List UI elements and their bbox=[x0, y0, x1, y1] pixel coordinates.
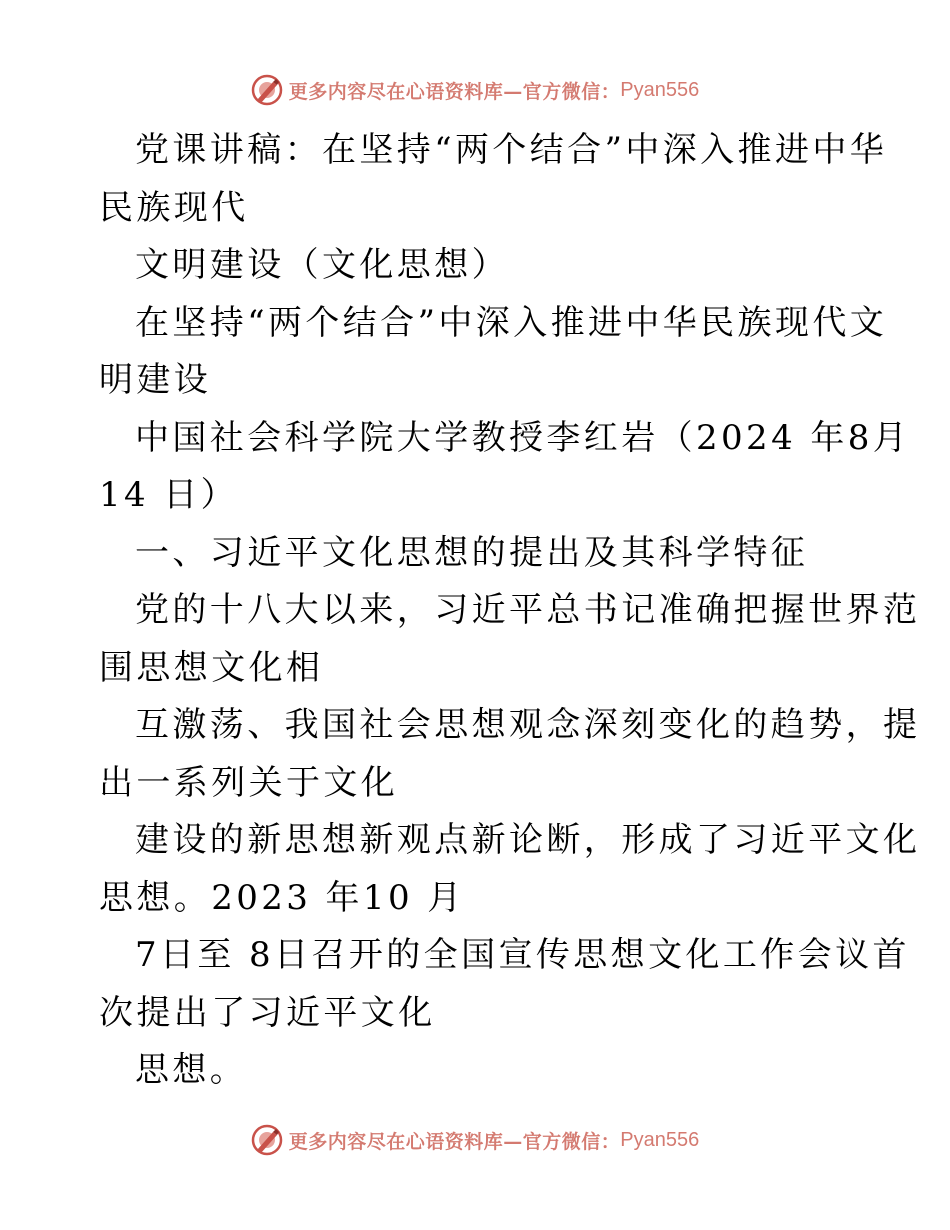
doc-line: 14 日） bbox=[99, 475, 239, 515]
doc-line: 出一系列关于文化 bbox=[99, 762, 399, 803]
doc-line: 民族现代 bbox=[99, 187, 249, 228]
doc-line: 次提出了习近平文化 bbox=[99, 992, 436, 1033]
header-banner-text: 更多内容尽在心语资料库—官方微信： bbox=[288, 80, 621, 103]
doc-line: 一、习近平文化思想的提出及其科学特征 bbox=[135, 532, 809, 573]
doc-line: 思想。2023 年10 月 bbox=[99, 877, 465, 918]
header-banner-wechat-id: Pyan556 bbox=[620, 78, 700, 101]
doc-line: 明建设 bbox=[99, 360, 212, 400]
pen-seal-logo-icon bbox=[251, 1124, 283, 1156]
footer-watermark-banner bbox=[0, 1120, 950, 1160]
doc-line: 互激荡、我国社会思想观念深刻变化的趋势，提 bbox=[135, 705, 921, 745]
doc-line: 围思想文化相 bbox=[99, 647, 324, 688]
doc-line: 思想。 bbox=[135, 1050, 248, 1090]
document-body bbox=[99, 122, 921, 1100]
doc-line: 7日至 8日召开的全国宣传思想文化工作会议首 bbox=[135, 935, 910, 975]
doc-line: 文明建设（文化思想） bbox=[135, 245, 509, 285]
pen-seal-logo-icon bbox=[251, 74, 283, 106]
doc-line: 在坚持“两个结合”中深入推进中华民族现代文 bbox=[135, 302, 888, 343]
doc-line: 中国社会科学院大学教授李红岩（2024 年8月 bbox=[135, 417, 911, 458]
footer-banner-text: 更多内容尽在心语资料库—官方微信： bbox=[288, 1130, 621, 1153]
doc-line: 建设的新思想新观点新论断，形成了习近平文化 bbox=[135, 820, 921, 860]
header-watermark-banner bbox=[0, 70, 950, 110]
doc-line: 党的十八大以来，习近平总书记准确把握世界范 bbox=[135, 590, 921, 630]
doc-line: 党课讲稿：在坚持“两个结合”中深入推进中华 bbox=[135, 130, 888, 170]
footer-banner-wechat-id: Pyan556 bbox=[620, 1128, 700, 1151]
